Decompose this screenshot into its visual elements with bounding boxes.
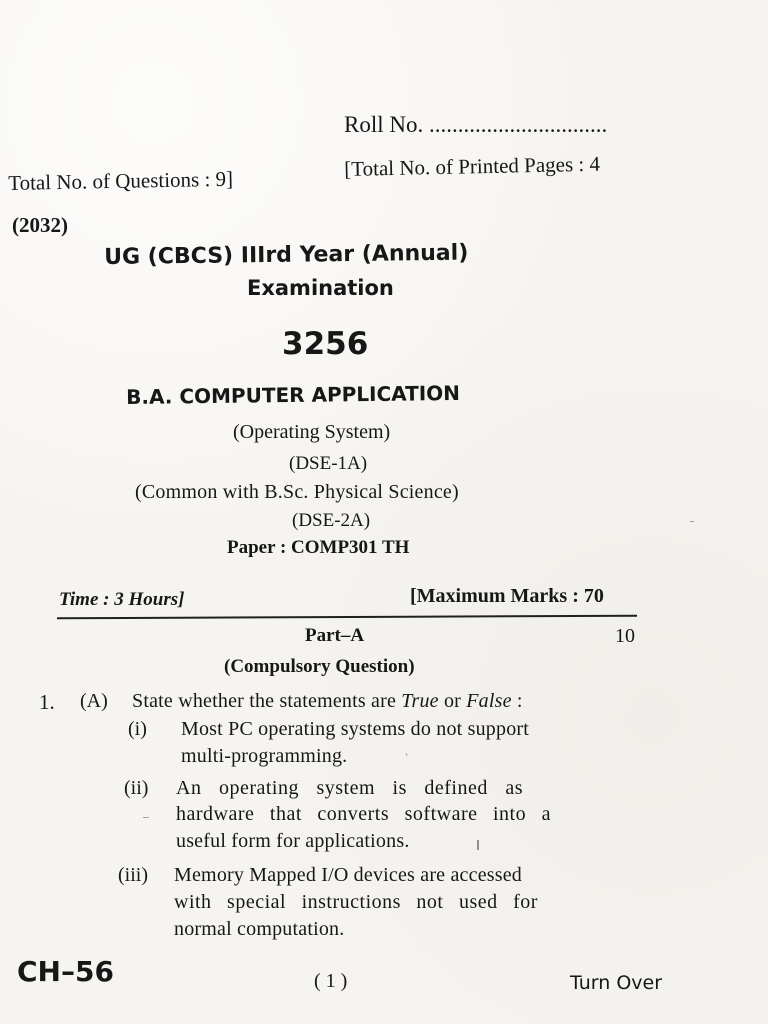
paper-speck [405, 753, 407, 756]
paper-code: Paper : COMP301 TH [227, 537, 410, 558]
or-word: or [443, 690, 462, 712]
part-a-heading: Part–A [305, 625, 365, 646]
question-intro [132, 690, 523, 713]
false-word: False [466, 690, 512, 712]
common-with-note: (Common with B.Sc. Physical Science) [135, 481, 459, 503]
item-iii-line-1: Memory Mapped I/O devices are accessed [174, 864, 523, 886]
dse-2a-code: (DSE-2A) [292, 510, 371, 531]
paper-number: 3256 [282, 326, 369, 362]
question-part-label: (A) [80, 690, 108, 712]
part-a-subtitle: (Compulsory Question) [224, 656, 415, 677]
item-iii-line-3: normal computation. [174, 918, 345, 940]
item-ii-line-1: An operating system is defined as [176, 777, 523, 799]
true-word: True [401, 690, 439, 712]
paper-speck [477, 840, 479, 850]
course-title: B.A. COMPUTER APPLICATION [126, 380, 461, 409]
question-intro-text: State whether the statements are [132, 690, 397, 712]
footer-page-number: ( 1 ) [314, 970, 348, 992]
exam-title-line-1: UG (CBCS) IIIrd Year (Annual) [104, 240, 469, 270]
total-questions: Total No. of Questions : 9] [8, 166, 234, 195]
turn-over-label: Turn Over [570, 972, 663, 994]
item-label-iii: (iii) [118, 864, 148, 886]
subject-name: (Operating System) [233, 421, 391, 443]
item-ii-line-2: hardware that converts software into a [176, 803, 551, 825]
item-i-line-2: multi-programming. [181, 745, 348, 767]
dse-1a-code: (DSE-1A) [289, 453, 368, 474]
time-allowed: Time : 3 Hours] [59, 589, 185, 610]
item-ii-line-3: useful form for applications. [176, 830, 410, 852]
footer-code: CH–56 [17, 955, 114, 988]
item-label-i: (i) [128, 718, 147, 740]
item-iii-line-2: with special instructions not used for [174, 891, 538, 913]
question-colon: : [516, 690, 523, 712]
section-divider [57, 615, 637, 620]
total-printed-pages: [Total No. of Printed Pages : 4 [344, 151, 601, 181]
paper-speck [143, 817, 149, 818]
maximum-marks: [Maximum Marks : 70 [410, 585, 604, 607]
question-number: 1. [39, 690, 55, 714]
item-i-line-1: Most PC operating systems do not support [181, 718, 530, 740]
paper-speck [690, 521, 694, 522]
roll-number-field: Roll No. ............................... [344, 112, 608, 137]
exam-title-line-2: Examination [247, 276, 394, 300]
item-label-ii: (ii) [124, 777, 149, 799]
part-a-marks: 10 [615, 625, 635, 647]
exam-code: (2032) [12, 213, 68, 237]
